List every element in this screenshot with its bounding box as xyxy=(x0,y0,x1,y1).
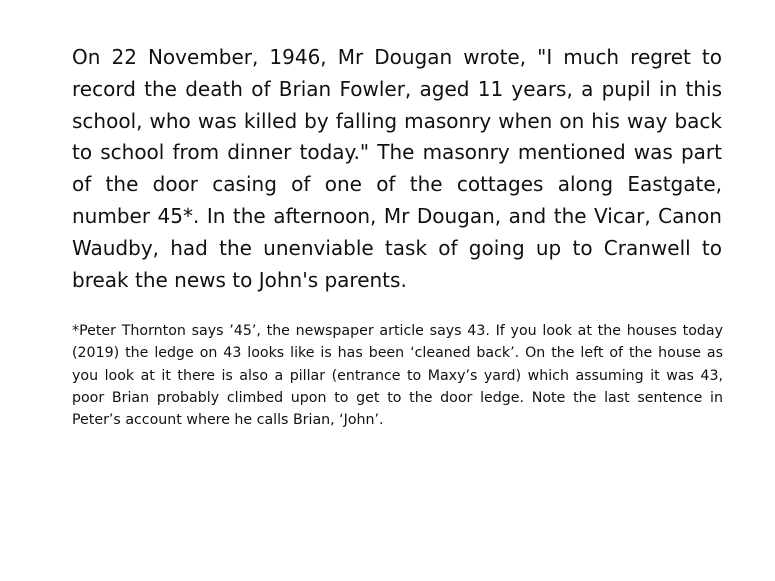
main-paragraph: On 22 November, 1946, Mr Dougan wrote, "I much regret to record the death of Brian Fowler, aged 11 years, a pupil in this school, who was killed by falling masonry when on his way back to school from dinner today." The masonry mentioned was part of the door casing of one of the cottages along Eastgate, number 45*. In the afternoon, Mr Dougan, and the Vicar, Canon Waudby, had the unenviable task of going up to Cranwell to break the news to John's parents. xyxy=(72,45,722,292)
footnote-paragraph: *Peter Thornton says ’45’, the newspaper article says 43. If you look at the houses today (2019) the ledge on 43 looks like is has been ‘cleaned back’. On the left of the house as you look at it there is also a pillar (entrance to Maxy’s yard) which assuming it was 43, poor Brian probably climbed upon to get to the door ledge. Note the last sentence in Peter’s account where he calls Brian, ‘John’. xyxy=(72,323,723,429)
